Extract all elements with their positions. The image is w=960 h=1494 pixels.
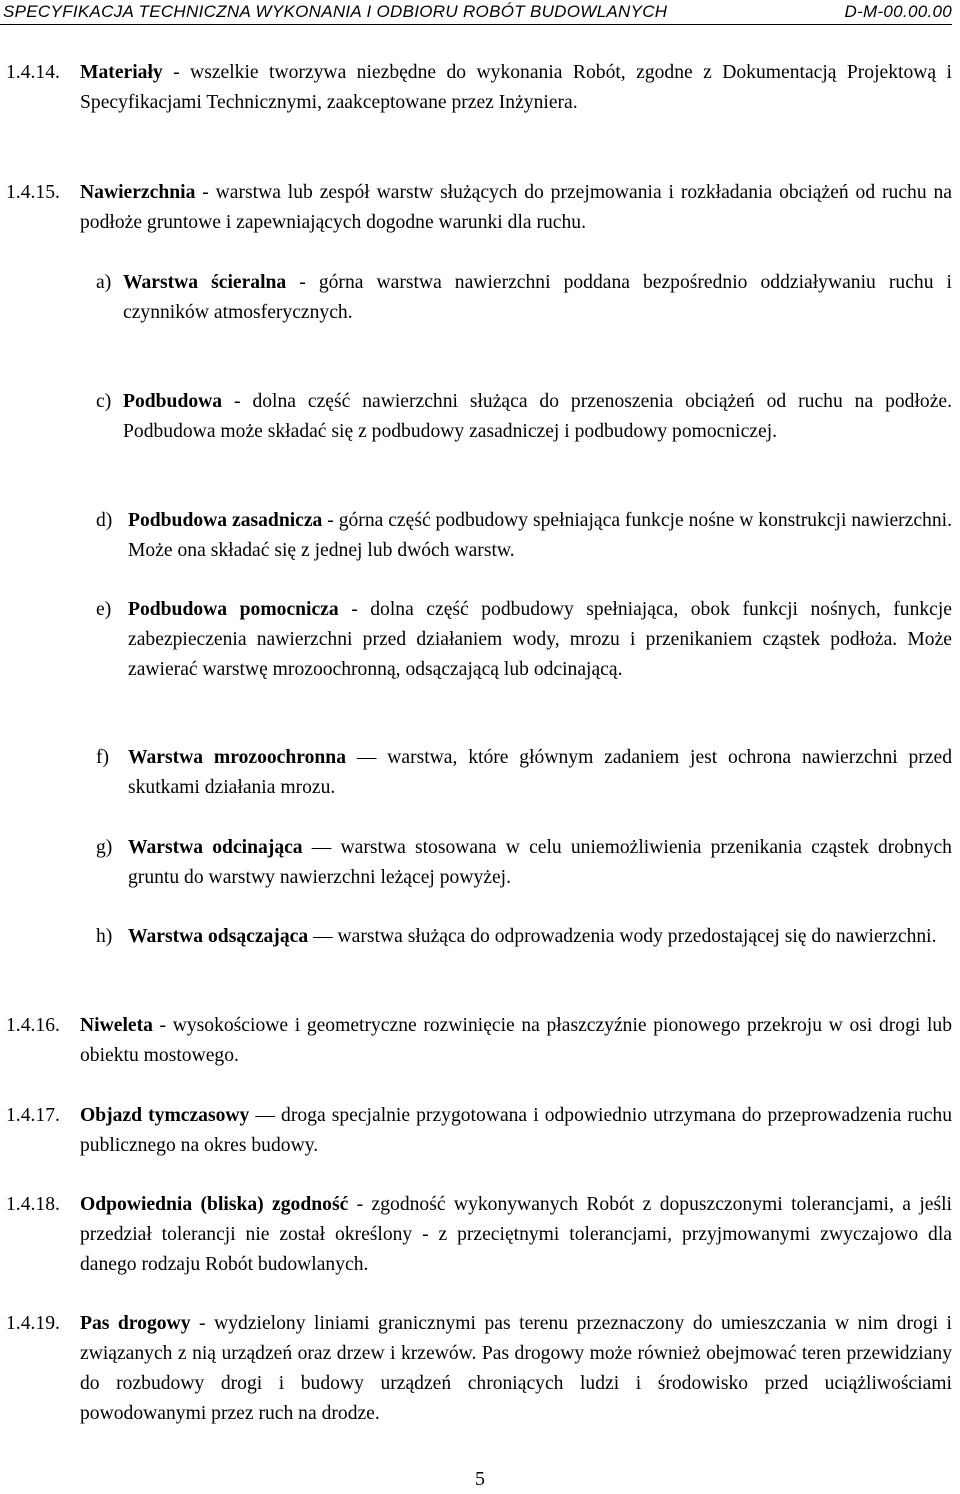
definition-term: Odpowiednia (bliska) zgodność [80,1194,349,1215]
subitem-text: - dolna część nawierzchni służąca do przenoszenia obciążeń od ruchu na podłoże. Podbudowa może składać się z podbudowy zasadniczej i podbudowy pomocniczej. [123,391,952,442]
definition-nawierzchnia [6,178,952,238]
subitem-label: g) [96,837,113,858]
definition-zgodnosc [6,1190,952,1280]
subitem-text: - górna warstwa nawierzchni poddana bezpośrednio oddziaływaniu ruchu i czynników atmosferycznych. [123,272,952,323]
definition-pas-drogowy [6,1309,952,1429]
subitem-label: c) [96,391,112,412]
subitem-label: h) [96,926,113,947]
subitem-d [96,506,952,566]
definition-objazd [6,1101,952,1161]
definition-term: Materiały [80,62,163,83]
subitem-label: e) [96,599,112,620]
definition-text: - wszelkie tworzywa niezbędne do wykonania Robót, zgodne z Dokumentacją Projektową i Specyfikacjami Technicznymi, zaakceptowane przez Inżyniera. [80,62,952,113]
definition-text: - warstwa lub zespół warstw służących do przejmowania i rozkładania obciążeń od ruchu na podłoże gruntowe i zapewniających dogodne warunki dla ruchu. [80,182,952,233]
subitem-f [96,743,952,803]
subitem-text: — warstwa stosowana w celu uniemożliwienia przenikania cząstek drobnych gruntu do warstwy nawierzchni leżącej powyżej. [128,837,952,888]
definition-number: 1.4.15. [6,182,60,203]
subitem-label: f) [96,747,110,768]
definition-number: 1.4.17. [6,1105,60,1126]
subitem-g [96,833,952,893]
definition-text: - zgodność wykonywanych Robót z dopuszczonymi tolerancjami, a jeśli przedział tolerancji nie został określony - z przeciętnymi tolerancjami, przyjmowanymi zwyczajowo dla danego rodzaju Robót budowlanych. [80,1194,952,1275]
definition-number: 1.4.19. [6,1313,60,1334]
subitem-c [96,387,952,447]
subitem-term: Podbudowa [123,391,223,412]
subitem-term: Podbudowa zasadnicza [128,510,323,531]
definition-text: - wydzielony liniami granicznymi pas terenu przeznaczony do umieszczania w nim drogi i związanych z nią urządzeń oraz drzew i krzewów. Pas drogowy może również obejmować teren przewidziany do rozbudowy drogi i budowy urządzeń chroniących ludzi i środowisko przed uciążliwościami powodowanymi przez ruch na drodze. [80,1313,952,1424]
subitem-term: Warstwa odcinająca [128,837,303,858]
subitem-label: a) [96,272,112,293]
definition-number: 1.4.18. [6,1194,60,1215]
subitem-text: - górna część podbudowy spełniająca funkcje nośne w konstrukcji nawierzchni. Może ona składać się z jednej lub dwóch warstw. [128,510,952,561]
subitem-text: - dolna część podbudowy spełniająca, obok funkcji nośnych, funkcje zabezpieczenia nawierzchni przed działaniem wody, mrozu i przenikaniem cząstek podłoża. Może zawierać warstwę mrozoochronną, odsączającą lub odcinającą. [128,599,952,680]
definition-number: 1.4.14. [6,62,60,83]
subitem-term: Warstwa odsączająca [128,926,309,947]
definition-materialy [6,58,952,118]
subitem-text: — warstwa służąca do odprowadzenia wody przedostającej się do nawierzchni. [308,926,937,947]
subitem-h [96,922,952,952]
document-title: SPECYFIKACJA TECHNICZNA WYKONANIA I ODBIORU ROBÓT BUDOWLANYCH [3,2,668,21]
subitem-e [96,595,952,685]
subitem-term: Warstwa ścieralna [123,272,287,293]
subitem-text: — warstwa, które głównym zadaniem jest ochrona nawierzchni przed skutkami działania mrozu. [128,747,953,798]
definition-number: 1.4.16. [6,1015,60,1036]
subitem-a [96,268,952,328]
document-code: D-M-00.00.00 [844,2,952,21]
definition-text: - wysokościowe i geometryczne rozwinięcie na płaszczyźnie pionowego przekroju w osi drogi lub obiektu mostowego. [80,1015,952,1066]
definition-text: — droga specjalnie przygotowana i odpowiednio utrzymana do przeprowadzenia ruchu publicznego na okres budowy. [80,1105,952,1156]
definition-term: Niweleta [80,1015,153,1036]
definition-niweleta [6,1011,952,1071]
subitem-term: Podbudowa pomocnicza [128,599,339,620]
subitem-label: d) [96,510,113,531]
page-header [0,0,952,25]
definition-term: Objazd tymczasowy [80,1105,250,1126]
page-number: 5 [475,1468,485,1490]
definition-term: Nawierzchnia [80,182,196,203]
subitem-term: Warstwa mrozoochronna [128,747,346,768]
definition-term: Pas drogowy [80,1313,191,1334]
